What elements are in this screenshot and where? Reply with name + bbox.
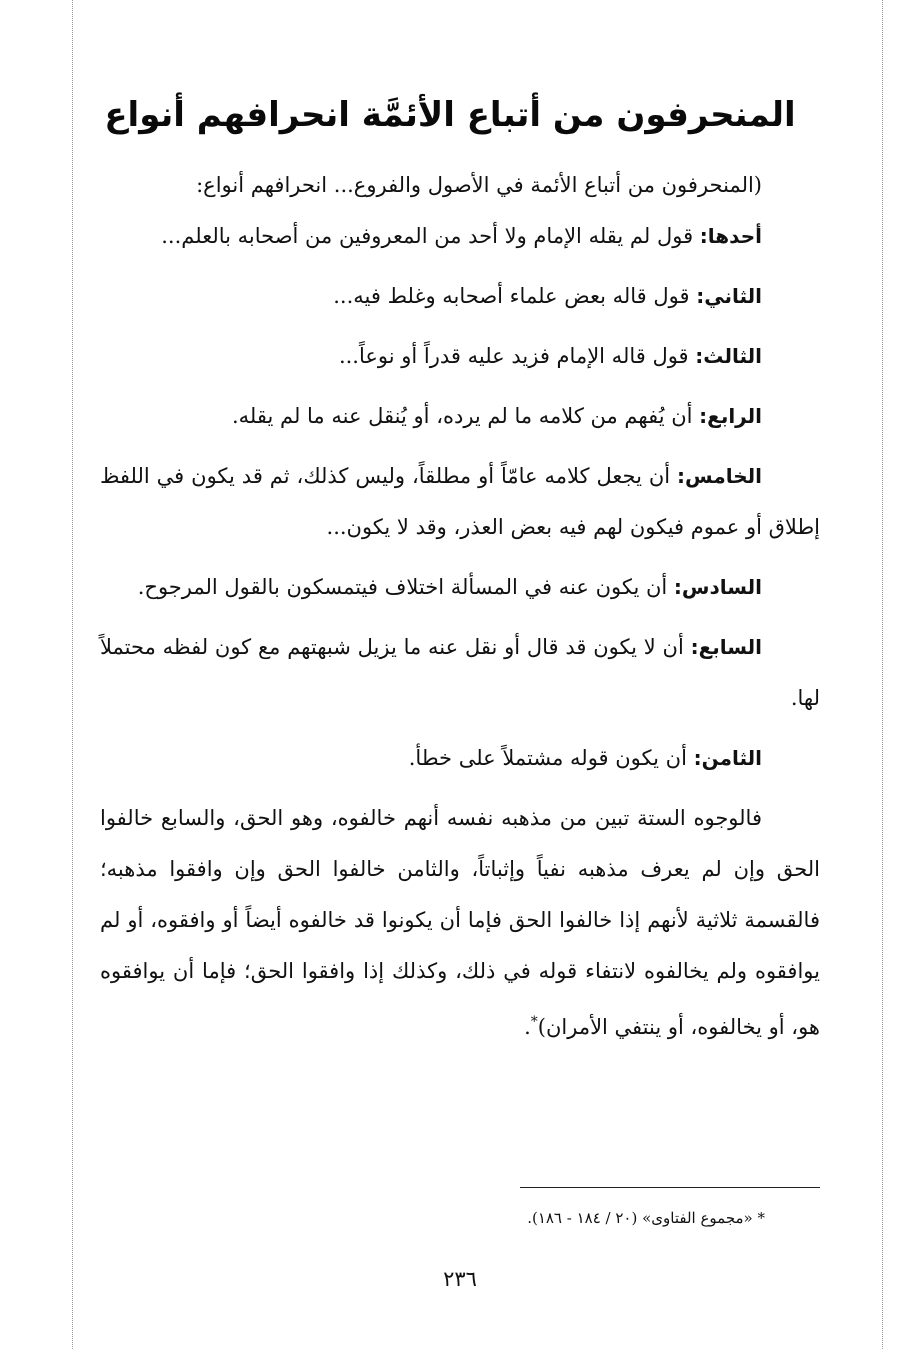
item-7-text: أن لا يكون قد قال أو نقل عنه ما يزيل شبهتهم مع كون لفظه محتملاً لها. [100, 635, 820, 710]
item-6-text: أن يكون عنه في المسألة اختلاف فيتمسكون بالقول المرجوح. [137, 575, 674, 599]
item-7-term: السابع: [690, 635, 762, 659]
footnote-marker: * [530, 1014, 538, 1030]
item-5 [100, 451, 820, 553]
item-1-text: قول لم يقله الإمام ولا أحد من المعروفين من أصحابه بالعلم... [161, 224, 700, 248]
closing-end: . [524, 1015, 531, 1039]
item-5-text: أن يجعل كلامه عامّاً أو مطلقاً، وليس كذلك، ثم قد يكون في اللفظ إطلاق أو عموم فيكون لهم فيه بعض العذر، وقد لا يكون... [100, 464, 820, 539]
item-3-text: قول قاله الإمام فزيد عليه قدراً أو نوعاً... [338, 344, 696, 368]
item-3 [100, 331, 820, 382]
intro-paragraph: (المنحرفون من أتباع الأئمة في الأصول والفروع... انحرافهم أنواع: [196, 173, 762, 197]
page-title: المنحرفون من أتباع الأئمَّة انحرافهم أنواع [104, 95, 796, 135]
item-1 [100, 211, 820, 262]
item-7 [100, 622, 820, 724]
item-1-term: أحدها: [699, 224, 762, 248]
footnote: * «مجموع الفتاوى» (٢٠ / ١٨٤ - ١٨٦). [527, 1209, 765, 1227]
item-5-term: الخامس: [677, 464, 762, 488]
item-2-text: قول قاله بعض علماء أصحابه وغلط فيه... [333, 284, 697, 308]
scan-edge-left [72, 0, 73, 1349]
item-4-term: الرابع: [699, 404, 762, 428]
item-4 [100, 391, 820, 442]
body-text [100, 160, 820, 1062]
item-6-term: السادس: [673, 575, 762, 599]
item-3-term: الثالث: [695, 344, 762, 368]
page-number: ٢٣٦ [443, 1267, 477, 1291]
item-2-term: الثاني: [696, 284, 762, 308]
item-4-text: أن يُفهم من كلامه ما لم يرده، أو يُنقل عنه ما لم يقله. [231, 404, 700, 428]
item-6 [100, 562, 820, 613]
closing-text: فالوجوه الستة تبين من مذهبه نفسه أنهم خالفوه، وهو الحق، والسابع خالفوا الحق وإن لم يعرف مذهبه نفياً وإثباتاً، والثامن خالفوا الحق وإن وافقوا مذهبه؛ فالقسمة ثلاثية لأنهم إذا خالفوا الحق فإما أن يكونوا قد خالفوه أيضاً أو وافقوه، أو لم يوافقوه ولم يخالفوه لانتفاء قوله في ذلك، وكذلك إذا وافقوا الحق؛ فإما أن يوافقوه هو، أو يخالفوه، أو ينتفي الأمران) [100, 806, 820, 1039]
closing-paragraph [100, 793, 820, 1053]
item-8 [100, 733, 820, 784]
item-8-text: أن يكون قوله مشتملاً على خطأ. [408, 746, 694, 770]
item-2 [100, 271, 820, 322]
scan-edge-right [882, 0, 883, 1349]
footnote-divider [520, 1187, 820, 1188]
item-8-term: الثامن: [693, 746, 762, 770]
